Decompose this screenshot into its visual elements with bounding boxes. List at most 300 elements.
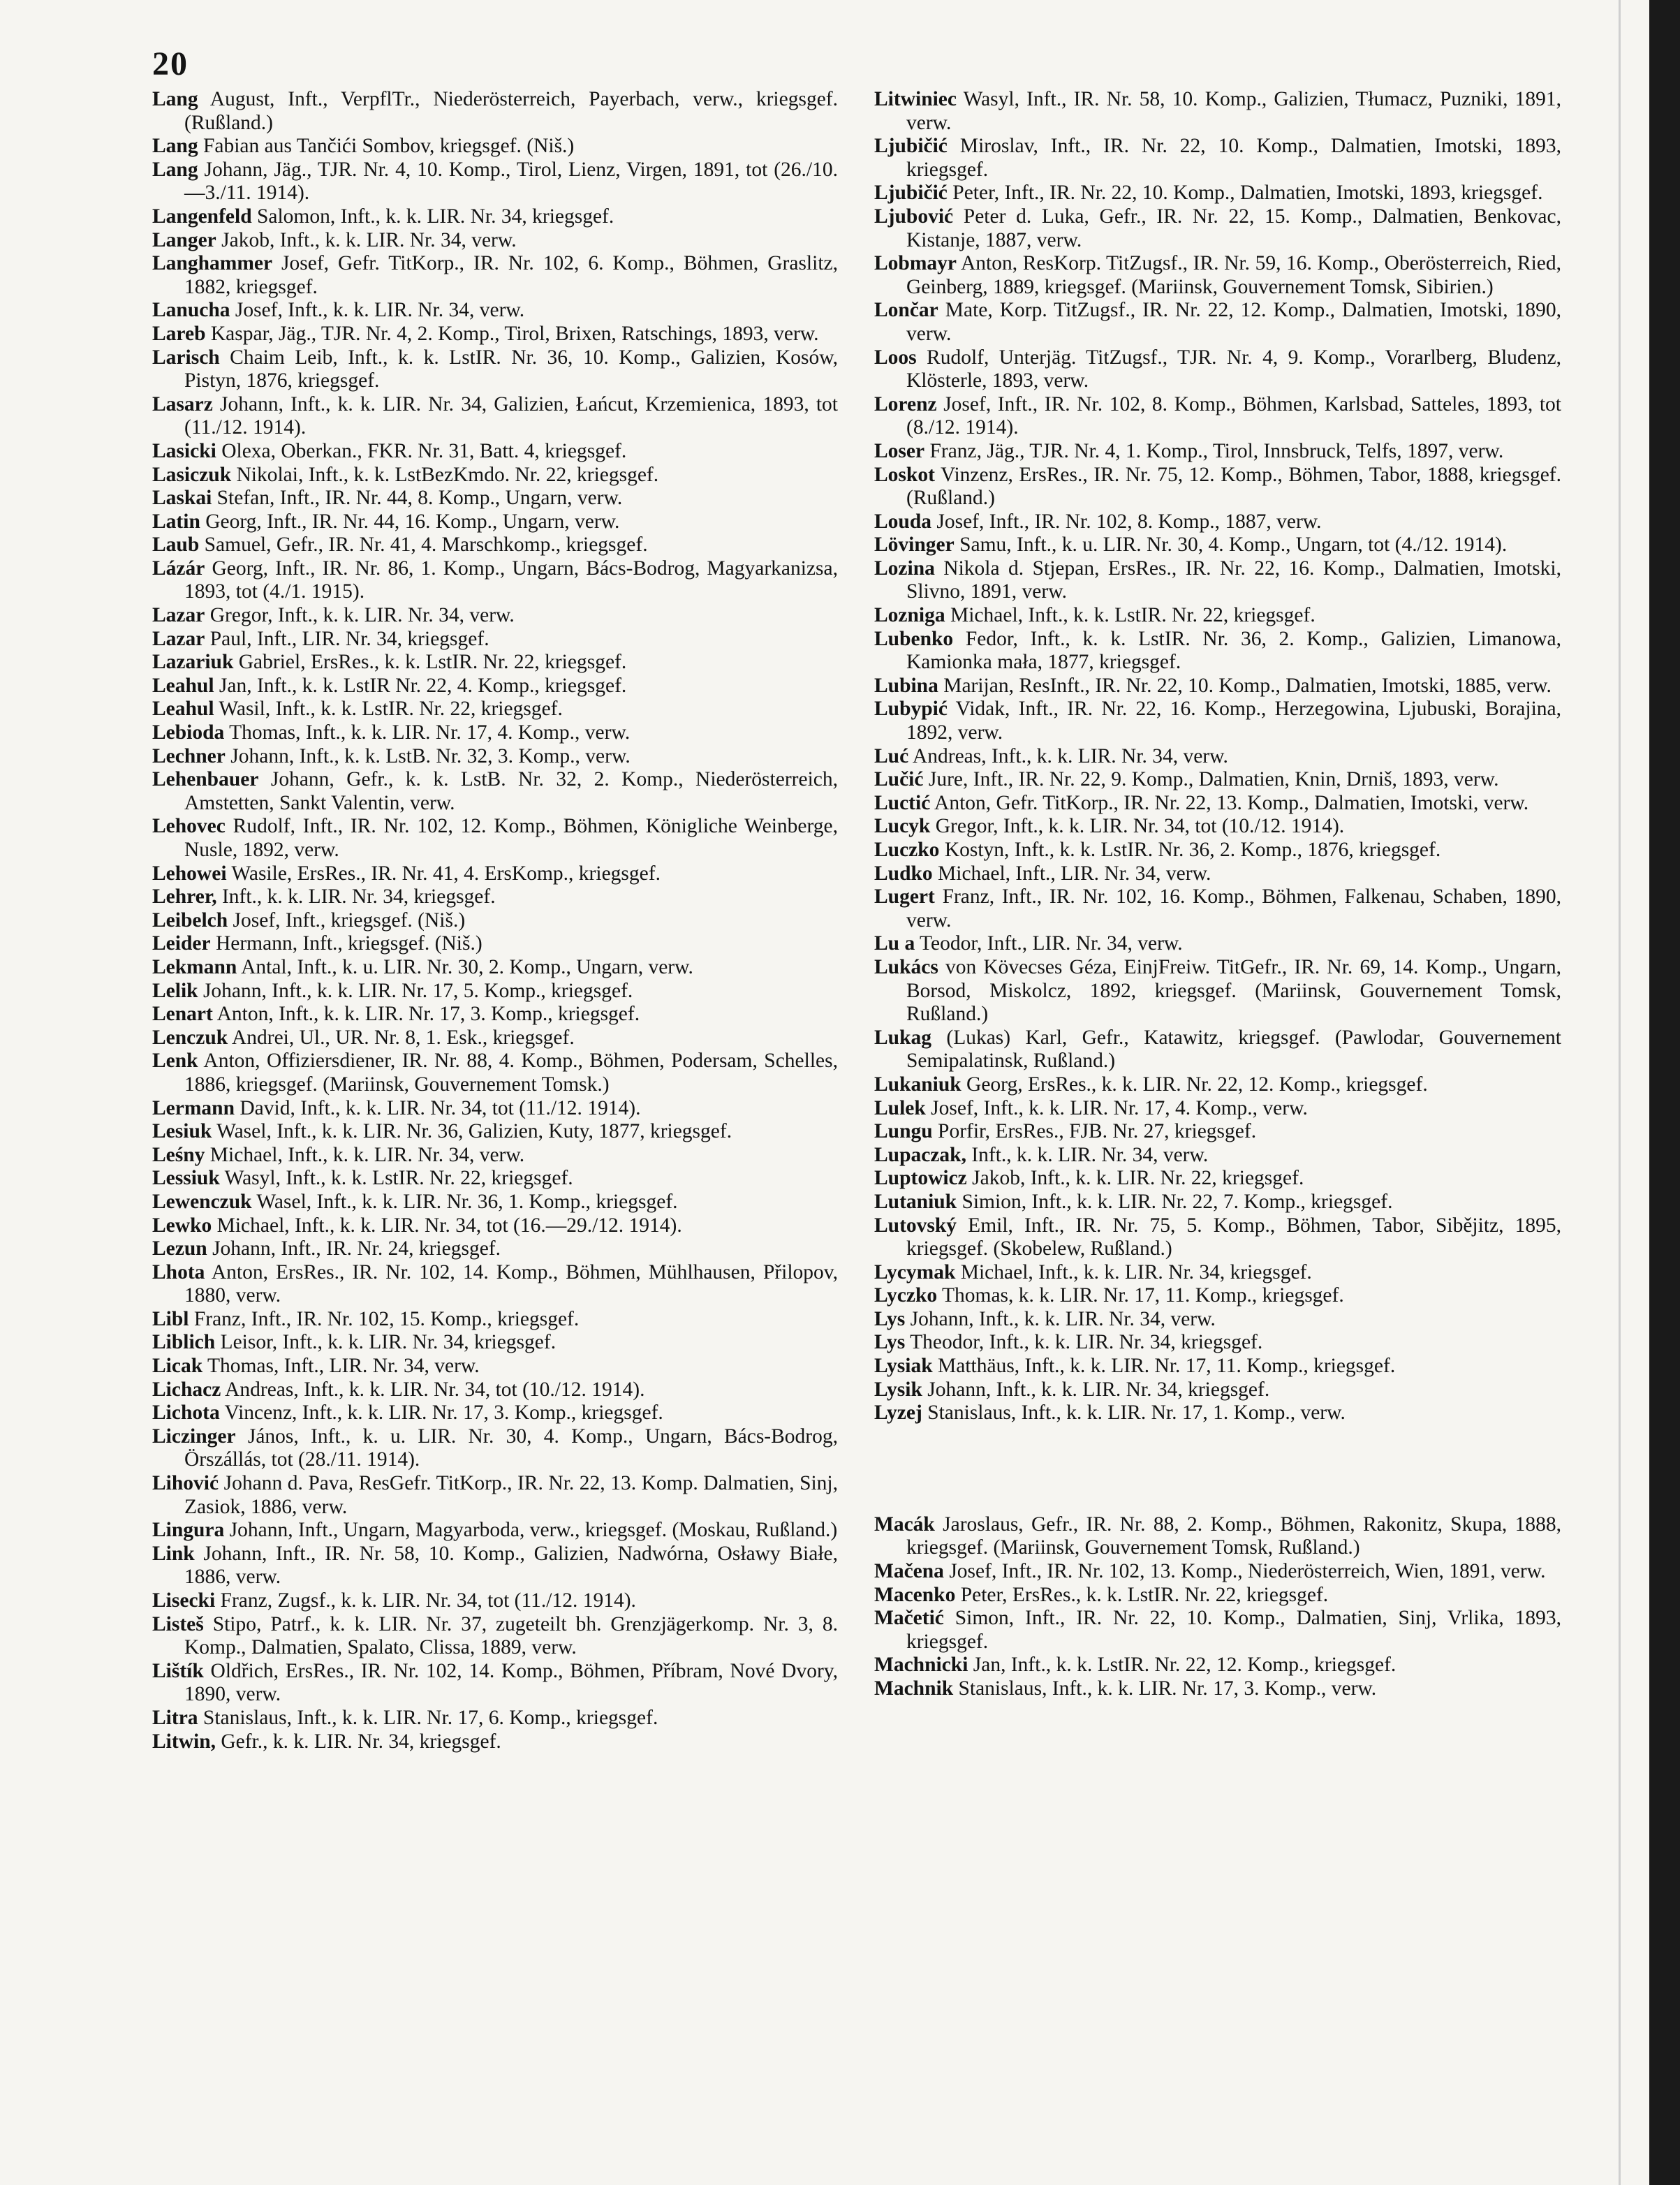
entry-surname: Luczko	[874, 839, 940, 861]
entry-details: Michael, Inft., k. k. LIR. Nr. 34, tot (16.—29./12. 1914).	[212, 1214, 682, 1237]
entry-details: Jakob, Inft., k. k. LIR. Nr. 22, kriegsgef.	[966, 1167, 1304, 1190]
entry-details: Thomas, Inft., k. k. LIR. Nr. 17, 4. Komp., verw.	[224, 721, 631, 744]
entry-details: Theodor, Inft., k. k. LIR. Nr. 34, kriegsgef.	[905, 1331, 1263, 1354]
entry-surname: Langer	[152, 228, 216, 251]
entry-surname: Lermann	[152, 1096, 235, 1119]
entry-surname: Lištík	[152, 1659, 204, 1682]
entry-details: Olexa, Oberkan., FKR. Nr. 31, Batt. 4, kriegsgef.	[216, 439, 627, 462]
register-entry	[874, 862, 1561, 886]
entry-details: Thomas, k. k. LIR. Nr. 17, 11. Komp., kriegsgef.	[937, 1284, 1344, 1307]
entry-surname: Litra	[152, 1706, 198, 1729]
entry-details: Jaroslaus, Gefr., IR. Nr. 88, 2. Komp., Böhmen, Rakonitz, Skupa, 1888, kriegsgef. (Mariinsk, Gouvernement Tomsk, Rußland.)	[906, 1513, 1561, 1559]
register-entry	[152, 698, 838, 721]
register-entry	[874, 1355, 1561, 1378]
register-entry	[152, 604, 838, 628]
entry-details: Johann d. Pava, ResGefr. TitKorp., IR. Nr. 22, 13. Komp. Dalmatien, Sinj, Zasiok, 1886, verw.	[184, 1472, 838, 1518]
register-entry	[152, 909, 838, 933]
entry-surname: Lhota	[152, 1260, 205, 1283]
entry-surname: Lazar	[152, 604, 205, 627]
right-column-m-entries	[874, 1513, 1561, 1701]
register-entry	[152, 88, 838, 135]
entry-details: Johann, Inft., IR. Nr. 58, 10. Komp., Galizien, Nadwórna, Osławy Białe, 1886, verw.	[184, 1542, 838, 1589]
entry-surname: Lihović	[152, 1472, 219, 1495]
register-entry	[874, 932, 1561, 956]
register-entry	[874, 628, 1561, 675]
entry-details: Peter d. Luka, Gefr., IR. Nr. 22, 15. Komp., Dalmatien, Benkovac, Kistanje, 1887, verw.	[906, 205, 1561, 251]
register-entry	[152, 768, 838, 815]
register-entry	[152, 1730, 838, 1754]
entry-surname: Leahul	[152, 674, 214, 697]
entry-surname: Lasicki	[152, 439, 216, 462]
entry-details: Andreas, Inft., k. k. LIR. Nr. 34, verw.	[908, 744, 1228, 767]
entry-details: Wasel, Inft., k. k. LIR. Nr. 36, Galizien, Kuty, 1877, kriegsgef.	[212, 1120, 732, 1143]
register-entry	[874, 299, 1561, 346]
register-entry	[874, 698, 1561, 744]
entry-details: Vidak, Inft., IR. Nr. 22, 16. Komp., Herzegowina, Ljubuski, Borajina, 1892, verw.	[906, 698, 1561, 744]
entry-details: Vinzenz, ErsRes., IR. Nr. 75, 12. Komp., Böhmen, Tabor, 1888, kriegsgef. (Rußland.)	[906, 463, 1561, 510]
entry-surname: Lys	[874, 1307, 906, 1330]
register-entry	[874, 1027, 1561, 1073]
entry-details: Wasel, Inft., k. k. LIR. Nr. 36, 1. Komp., kriegsgef.	[251, 1190, 678, 1213]
entry-details: Jan, Inft., k. k. LstIR. Nr. 22, 12. Komp., kriegsgef.	[968, 1654, 1397, 1677]
entry-surname: Machnicki	[874, 1654, 968, 1677]
register-entry	[874, 1144, 1561, 1168]
entry-details: Teodor, Inft., LIR. Nr. 34, verw.	[915, 932, 1183, 955]
entry-surname: Lesiuk	[152, 1120, 212, 1143]
entry-surname: Luć	[874, 744, 909, 767]
register-entry	[874, 88, 1561, 135]
entry-surname: Machnik	[874, 1677, 954, 1700]
register-entry	[874, 135, 1561, 182]
entry-details: Inft., k. k. LIR. Nr. 34, verw.	[966, 1143, 1209, 1166]
entry-surname: Lang	[152, 135, 198, 158]
entry-surname: Leider	[152, 932, 211, 955]
entry-details: Anton, ResKorp. TitZugsf., IR. Nr. 59, 16. Komp., Oberösterreich, Ried, Geinberg, 1889, kriegsgef. (Mariinsk, Gouvernement Tomsk, Sibirien.)	[906, 252, 1561, 298]
register-entry	[874, 464, 1561, 510]
entry-details: Michael, Inft., k. k. LstIR. Nr. 22, kriegsgef.	[945, 604, 1316, 627]
register-entry	[152, 1191, 838, 1214]
entry-surname: Lungu	[874, 1120, 933, 1143]
entry-surname: Lyczko	[874, 1284, 938, 1307]
register-entry	[152, 1378, 838, 1402]
entry-surname: Lázár	[152, 557, 205, 580]
entry-surname: Lobmayr	[874, 252, 957, 275]
right-column-l-entries	[874, 88, 1561, 1425]
register-entry	[874, 1191, 1561, 1214]
entry-details: Anton, Offiziersdiener, IR. Nr. 88, 4. Komp., Böhmen, Podersam, Schelles, 1886, kriegsgef. (Mariinsk, Gouvernement Tomsk.)	[184, 1050, 838, 1096]
entry-details: Nikolai, Inft., k. k. LstBezKmdo. Nr. 22, kriegsgef.	[231, 463, 659, 486]
register-entry	[874, 440, 1561, 464]
entry-surname: Mačetić	[874, 1607, 944, 1630]
entry-details: Josef, Inft., IR. Nr. 102, 13. Komp., Niederösterreich, Wien, 1891, verw.	[943, 1560, 1546, 1583]
entry-surname: Lucyk	[874, 815, 931, 838]
entry-details: Johann, Jäg., TJR. Nr. 4, 10. Komp., Tirol, Lienz, Virgen, 1891, tot (26./10.—3./11. 1914).	[184, 158, 838, 205]
entry-details: Samu, Inft., k. u. LIR. Nr. 30, 4. Komp., Ungarn, tot (4./12. 1914).	[954, 534, 1508, 557]
entry-details: David, Inft., k. k. LIR. Nr. 34, tot (11./12. 1914).	[235, 1096, 641, 1119]
register-entry	[152, 1660, 838, 1707]
register-entry	[874, 252, 1561, 299]
register-entry	[152, 1120, 838, 1144]
register-entry	[874, 346, 1561, 393]
register-entry	[152, 745, 838, 769]
entry-details: Stanislaus, Inft., k. k. LIR. Nr. 17, 6. Komp., kriegsgef.	[198, 1706, 658, 1729]
register-entry	[152, 721, 838, 745]
entry-details: Rudolf, Inft., IR. Nr. 102, 12. Komp., Böhmen, Königliche Weinberge, Nusle, 1892, verw.	[184, 815, 838, 861]
entry-surname: Lozina	[874, 557, 935, 580]
entry-details: Johann, Inft., k. k. LIR. Nr. 17, 5. Komp., kriegsgef.	[198, 979, 633, 1002]
entry-surname: Lisecki	[152, 1589, 216, 1612]
entry-surname: Leibelch	[152, 908, 228, 932]
entry-surname: Libl	[152, 1307, 189, 1330]
entry-details: von Kövecses Géza, EinjFreiw. TitGefr., IR. Nr. 69, 14. Komp., Ungarn, Borsod, Miskolcz, 1892, kriegsgef. (Mariinsk, Gouvernement Tomsk, Rußland.)	[906, 955, 1561, 1026]
entry-surname: Lessiuk	[152, 1167, 220, 1190]
register-entry	[152, 1543, 838, 1589]
register-entry	[152, 464, 838, 487]
entry-surname: Larisch	[152, 346, 220, 369]
entry-surname: Lebioda	[152, 721, 225, 744]
register-entry	[152, 1402, 838, 1425]
entry-surname: Lozniga	[874, 604, 945, 627]
entry-surname: Lelik	[152, 979, 198, 1002]
entry-details: Salomon, Inft., k. k. LIR. Nr. 34, kriegsgef.	[251, 205, 614, 228]
entry-details: Franz, Zugsf., k. k. LIR. Nr. 34, tot (11./12. 1914).	[215, 1589, 636, 1612]
register-entry	[152, 1027, 838, 1050]
entry-details: Jan, Inft., k. k. LstIR Nr. 22, 4. Komp., kriegsgef.	[214, 674, 627, 697]
entry-details: Johann, Gefr., k. k. LstB. Nr. 32, 2. Komp., Niederösterreich, Amstetten, Sankt Valentin, verw.	[184, 768, 838, 814]
entry-details: Johann, Inft., k. k. LIR. Nr. 34, kriegsgef.	[922, 1378, 1270, 1401]
entry-details: Johann, Inft., k. k. LIR. Nr. 34, Galizien, Łańcut, Krzemienica, 1893, tot (11./12. 1914).	[184, 392, 838, 439]
entry-surname: Lorenz	[874, 392, 937, 415]
register-entry	[874, 885, 1561, 932]
left-column	[152, 88, 838, 1753]
entry-details: Anton, Gefr. TitKorp., IR. Nr. 22, 13. Komp., Dalmatien, Imotski, verw.	[930, 791, 1529, 814]
register-entry	[874, 510, 1561, 534]
entry-surname: Latin	[152, 510, 200, 533]
entry-surname: Lutaniuk	[874, 1190, 957, 1213]
register-entry	[152, 487, 838, 510]
entry-surname: Lanucha	[152, 299, 230, 322]
entry-surname: Lenczuk	[152, 1026, 228, 1049]
entry-details: Jure, Inft., IR. Nr. 22, 9. Komp., Dalmatien, Knin, Drniš, 1893, verw.	[923, 768, 1499, 791]
entry-details: Hermann, Inft., kriegsgef. (Niš.)	[210, 932, 482, 955]
register-entry	[874, 1097, 1561, 1121]
entry-surname: Loser	[874, 439, 925, 462]
entry-details: Stanislaus, Inft., k. k. LIR. Nr. 17, 3. Komp., verw.	[953, 1677, 1377, 1700]
register-entry	[152, 675, 838, 698]
entry-details: Franz, Inft., IR. Nr. 102, 16. Komp., Böhmen, Falkenau, Schaben, 1890, verw.	[906, 885, 1561, 932]
register-entry	[152, 252, 838, 299]
entry-details: Kostyn, Inft., k. k. LstIR. Nr. 36, 2. Komp., 1876, kriegsgef.	[939, 839, 1441, 861]
entry-surname: Laskai	[152, 487, 212, 510]
entry-details: Georg, ErsRes., k. k. LIR. Nr. 22, 12. Komp., kriegsgef.	[961, 1073, 1428, 1096]
entry-details: Fedor, Inft., k. k. LstIR. Nr. 36, 2. Komp., Galizien, Limanowa, Kamionka mała, 1877, kriegsgef.	[906, 627, 1561, 674]
entry-surname: Lugert	[874, 885, 935, 908]
entry-surname: Louda	[874, 510, 931, 533]
register-entry	[874, 604, 1561, 628]
register-entry	[874, 1073, 1561, 1097]
register-entry	[874, 182, 1561, 205]
page-number: 20	[152, 45, 189, 82]
page-edge-line	[1619, 0, 1621, 2185]
entry-details: Mate, Korp. TitZugsf., IR. Nr. 22, 12. Komp., Dalmatien, Imotski, 1890, verw.	[906, 299, 1561, 345]
entry-details: Wasile, ErsRes., IR. Nr. 41, 4. ErsKomp., kriegsgef.	[226, 862, 661, 885]
entry-details: Marijan, ResInft., IR. Nr. 22, 10. Komp., Dalmatien, Imotski, 1885, verw.	[938, 674, 1552, 697]
entry-surname: Lekmann	[152, 955, 237, 978]
entry-details: Josef, Inft., IR. Nr. 102, 8. Komp., Böhmen, Karlsbad, Satteles, 1893, tot (8./12. 1914).	[906, 392, 1561, 439]
entry-surname: Lenart	[152, 1003, 213, 1026]
register-entry	[152, 135, 838, 159]
register-entry	[152, 1050, 838, 1096]
register-entry	[152, 862, 838, 886]
entry-surname: Ljubičić	[874, 182, 948, 205]
register-entry	[874, 956, 1561, 1027]
register-entry	[152, 1261, 838, 1308]
entry-details: Gabriel, ErsRes., k. k. LstIR. Nr. 22, kriegsgef.	[233, 651, 627, 674]
entry-details: János, Inft., k. u. LIR. Nr. 30, 4. Komp., Ungarn, Bács-Bodrog, Örszállás, tot (28./11. 1914).	[184, 1425, 838, 1471]
register-entry	[152, 159, 838, 205]
entry-surname: Lehrer,	[152, 885, 217, 908]
register-entry	[874, 1167, 1561, 1191]
entry-details: Inft., k. k. LIR. Nr. 34, kriegsgef.	[216, 885, 496, 908]
register-entry	[874, 1261, 1561, 1285]
entry-details: Nikola d. Stjepan, ErsRes., IR. Nr. 22, 16. Komp., Dalmatien, Imotski, Slivno, 1891, verw.	[906, 557, 1561, 603]
entry-details: Michael, Inft., k. k. LIR. Nr. 34, kriegsgef.	[955, 1260, 1312, 1283]
entry-surname: Lazariuk	[152, 651, 234, 674]
entry-details: Stanislaus, Inft., k. k. LIR. Nr. 17, 1. Komp., verw.	[922, 1402, 1346, 1425]
entry-details: Samuel, Gefr., IR. Nr. 41, 4. Marschkomp., kriegsgef.	[199, 534, 648, 557]
entry-details: Josef, Inft., k. k. LIR. Nr. 34, verw.	[230, 299, 525, 322]
entry-surname: Lubina	[874, 674, 938, 697]
entry-details: Simion, Inft., k. k. LIR. Nr. 22, 7. Komp., kriegsgef.	[957, 1190, 1393, 1213]
register-entry	[152, 1519, 838, 1543]
entry-surname: Lehowei	[152, 862, 227, 885]
register-entry	[152, 1331, 838, 1355]
entry-surname: Lewko	[152, 1214, 212, 1237]
register-entry	[874, 1560, 1561, 1584]
register-entry	[874, 1654, 1561, 1677]
entry-surname: Lazar	[152, 627, 205, 650]
entry-details: Simon, Inft., IR. Nr. 22, 10. Komp., Dalmatien, Sinj, Vrlika, 1893, kriegsgef.	[906, 1607, 1561, 1653]
register-entry	[152, 1472, 838, 1519]
entry-details: Gregor, Inft., k. k. LIR. Nr. 34, verw.	[205, 604, 515, 627]
entry-details: Anton, Inft., k. k. LIR. Nr. 17, 3. Komp., kriegsgef.	[212, 1003, 640, 1026]
register-entry	[152, 885, 838, 909]
entry-surname: Lys	[874, 1331, 906, 1354]
register-entry	[152, 1308, 838, 1332]
entry-details: Anton, ErsRes., IR. Nr. 102, 14. Komp., Böhmen, Mühlhausen, Přilopov, 1880, verw.	[184, 1260, 838, 1307]
register-entry	[152, 1613, 838, 1660]
entry-details: Johann, Inft., Ungarn, Magyarboda, verw., kriegsgef. (Moskau, Rußland.)	[224, 1519, 838, 1542]
entry-details: Josef, Inft., kriegsgef. (Niš.)	[228, 908, 466, 932]
entry-details: Paul, Inft., LIR. Nr. 34, kriegsgef.	[205, 627, 489, 650]
entry-details: Georg, Inft., IR. Nr. 86, 1. Komp., Ungarn, Bács-Bodrog, Magyarkanizsa, 1893, tot (4./1. 1915).	[184, 557, 838, 603]
entry-surname: Lasarz	[152, 392, 213, 415]
register-entry	[874, 768, 1561, 792]
register-entry	[874, 815, 1561, 839]
register-entry	[874, 675, 1561, 698]
register-entry	[152, 1144, 838, 1168]
entry-details: (Lukas) Karl, Gefr., Katawitz, kriegsgef. (Pawlodar, Gouvernement Semipalatinsk, Rußland.)	[906, 1026, 1561, 1073]
entry-surname: Lycymak	[874, 1260, 956, 1283]
entry-surname: Langhammer	[152, 252, 273, 275]
entry-surname: Link	[152, 1542, 195, 1565]
entry-surname: Lareb	[152, 322, 206, 345]
entry-surname: Lezun	[152, 1237, 207, 1260]
entry-details: Wasyl, Inft., k. k. LstIR. Nr. 22, kriegsgef.	[219, 1167, 573, 1190]
entry-details: Vincenz, Inft., k. k. LIR. Nr. 17, 3. Komp., kriegsgef.	[219, 1402, 663, 1425]
page-edge-shadow	[1649, 0, 1680, 2185]
entry-surname: Macák	[874, 1513, 935, 1536]
entry-surname: Listeš	[152, 1612, 204, 1635]
entry-surname: Lehenbauer	[152, 768, 259, 791]
register-entry	[152, 956, 838, 980]
entry-surname: Lövinger	[874, 534, 955, 557]
register-entry	[152, 1003, 838, 1027]
register-entry	[874, 557, 1561, 604]
entry-details: Michael, Inft., LIR. Nr. 34, verw.	[932, 862, 1211, 885]
entry-surname: Mačena	[874, 1560, 944, 1583]
register-entry	[152, 393, 838, 440]
register-entry	[152, 323, 838, 346]
register-entry	[874, 1677, 1561, 1701]
register-entry	[152, 980, 838, 1003]
register-entry	[874, 1308, 1561, 1332]
entry-details: Fabian aus Tančići Sombov, kriegsgef. (Niš.)	[198, 135, 575, 158]
entry-details: Johann, Inft., k. k. LstB. Nr. 32, 3. Komp., verw.	[225, 744, 631, 767]
entry-surname: Lechner	[152, 744, 226, 767]
register-entry	[152, 1214, 838, 1238]
entry-details: Peter, Inft., IR. Nr. 22, 10. Komp., Dalmatien, Imotski, 1893, kriegsgef.	[947, 182, 1543, 205]
entry-details: Josef, Inft., k. k. LIR. Nr. 17, 4. Komp., verw.	[925, 1096, 1308, 1119]
register-entry	[874, 1607, 1561, 1654]
register-entry	[152, 1425, 838, 1472]
entry-surname: Lingura	[152, 1519, 225, 1542]
register-entry	[152, 205, 838, 229]
entry-details: Oldřich, ErsRes., IR. Nr. 102, 14. Komp., Böhmen, Příbram, Nové Dvory, 1890, verw.	[184, 1659, 838, 1706]
entry-surname: Leśny	[152, 1143, 205, 1166]
entry-surname: Leahul	[152, 698, 214, 721]
entry-surname: Lasiczuk	[152, 463, 232, 486]
entry-surname: Lang	[152, 158, 198, 181]
register-entry	[152, 1707, 838, 1730]
entry-surname: Lučić	[874, 768, 924, 791]
entry-surname: Lubурić	[874, 698, 948, 721]
entry-surname: Lysik	[874, 1378, 922, 1401]
entry-surname: Lulek	[874, 1096, 926, 1119]
register-entry	[152, 440, 838, 464]
register-entry	[152, 628, 838, 652]
entry-details: Rudolf, Unterjäg. TitZugsf., TJR. Nr. 4, 9. Komp., Vorarlberg, Bludenz, Klösterle, 1893, verw.	[906, 346, 1561, 392]
register-entry	[152, 299, 838, 323]
entry-surname: Lang	[152, 88, 198, 110]
entry-surname: Lewenczuk	[152, 1190, 252, 1213]
register-entry	[874, 792, 1561, 816]
entry-surname: Liblich	[152, 1331, 216, 1354]
entry-surname: Lukács	[874, 955, 938, 978]
entry-surname: Ljubičić	[874, 135, 948, 158]
entry-surname: Ludko	[874, 862, 933, 885]
entry-details: Josef, Inft., IR. Nr. 102, 8. Komp., 1887, verw.	[931, 510, 1322, 533]
register-entry	[152, 651, 838, 675]
register-entry	[152, 557, 838, 604]
entry-details: Georg, Inft., IR. Nr. 44, 16. Komp., Ungarn, verw.	[200, 510, 620, 533]
entry-surname: Lupaczak,	[874, 1143, 966, 1166]
register-entry	[874, 205, 1561, 252]
entry-surname: Langenfeld	[152, 205, 252, 228]
entry-details: Jakob, Inft., k. k. LIR. Nr. 34, verw.	[216, 228, 517, 251]
entry-details: Chaim Leib, Inft., k. k. LstIR. Nr. 36, 10. Komp., Galizien, Kosów, Pistyn, 1876, kriegsgef.	[184, 346, 838, 392]
register-entry	[152, 1167, 838, 1191]
register-entry	[152, 229, 838, 253]
register-entry	[874, 1214, 1561, 1261]
entry-details: Johann, Inft., IR. Nr. 24, kriegsgef.	[207, 1237, 501, 1260]
entry-details: Wasyl, Inft., IR. Nr. 58, 10. Komp., Galizien, Tłumacz, Puzniki, 1891, verw.	[906, 88, 1561, 134]
entry-details: Matthäus, Inft., k. k. LIR. Nr. 17, 11. Komp., kriegsgef.	[932, 1355, 1396, 1378]
entry-details: Miroslav, Inft., IR. Nr. 22, 10. Komp., Dalmatien, Imotski, 1893, kriegsgef.	[906, 135, 1561, 181]
entry-surname: Lichota	[152, 1402, 220, 1425]
entry-surname: Laub	[152, 534, 200, 557]
entry-details: Franz, Inft., IR. Nr. 102, 15. Komp., kriegsgef.	[189, 1307, 580, 1330]
entry-details: Andrei, Ul., UR. Nr. 8, 1. Esk., kriegsgef.	[228, 1026, 575, 1049]
entry-surname: Ljubović	[874, 205, 954, 228]
register-entry	[874, 839, 1561, 862]
register-entry	[874, 1402, 1561, 1425]
register-entry	[152, 1589, 838, 1613]
register-entry	[874, 745, 1561, 769]
entry-surname: Lu a	[874, 932, 915, 955]
register-entry	[152, 1237, 838, 1261]
entry-details: Gregor, Inft., k. k. LIR. Nr. 34, tot (10./12. 1914).	[930, 815, 1345, 838]
entry-details: Emil, Inft., IR. Nr. 75, 5. Komp., Böhmen, Tabor, Sibějitz, 1895, kriegsgef. (Skobelew, Rußland.)	[906, 1214, 1561, 1260]
entry-details: Stipo, Patrf., k. k. LIR. Nr. 37, zugeteilt bh. Grenzjägerkomp. Nr. 3, 8. Komp., Dalmatien, Spalato, Clissa, 1889, verw.	[184, 1612, 838, 1659]
entry-details: Kaspar, Jäg., TJR. Nr. 4, 2. Komp., Tirol, Brixen, Ratschings, 1893, verw.	[205, 322, 819, 345]
right-column	[874, 88, 1561, 1701]
entry-details: Peter, ErsRes., k. k. LstIR. Nr. 22, kriegsgef.	[955, 1583, 1329, 1606]
entry-surname: Litwiniec	[874, 88, 957, 110]
entry-details: Leisor, Inft., k. k. LIR. Nr. 34, kriegsgef.	[215, 1331, 557, 1354]
entry-details: Thomas, Inft., LIR. Nr. 34, verw.	[202, 1355, 480, 1378]
register-entry	[152, 932, 838, 956]
entry-details: Franz, Jäg., TJR. Nr. 4, 1. Komp., Tirol, Innsbruck, Telfs, 1897, verw.	[924, 439, 1504, 462]
register-entry	[874, 393, 1561, 440]
register-entry	[874, 1331, 1561, 1355]
register-entry	[152, 1355, 838, 1378]
register-entry	[874, 1378, 1561, 1402]
entry-surname: Loskot	[874, 463, 935, 486]
entry-details: Stefan, Inft., IR. Nr. 44, 8. Komp., Ungarn, verw.	[212, 487, 623, 510]
entry-details: Michael, Inft., k. k. LIR. Nr. 34, verw.	[205, 1143, 525, 1166]
entry-surname: Lenk	[152, 1050, 198, 1073]
entry-surname: Lysiak	[874, 1355, 933, 1378]
entry-details: Wasil, Inft., k. k. LstIR. Nr. 22, kriegsgef.	[214, 698, 563, 721]
entry-details: Andreas, Inft., k. k. LIR. Nr. 34, tot (10./12. 1914).	[221, 1378, 645, 1401]
entry-surname: Lutovský	[874, 1214, 957, 1237]
entry-surname: Luptowicz	[874, 1167, 967, 1190]
entry-surname: Loos	[874, 346, 917, 369]
entry-surname: Lukaniuk	[874, 1073, 961, 1096]
entry-surname: Liczinger	[152, 1425, 236, 1448]
register-entry	[874, 534, 1561, 557]
register-entry	[152, 510, 838, 534]
entry-details: Gefr., k. k. LIR. Nr. 34, kriegsgef.	[215, 1730, 501, 1753]
register-entry	[152, 1097, 838, 1121]
entry-details: Johann, Inft., k. k. LIR. Nr. 34, verw.	[905, 1307, 1216, 1330]
entry-details: Antal, Inft., k. u. LIR. Nr. 30, 2. Komp., Ungarn, verw.	[237, 955, 693, 978]
register-entry	[874, 1284, 1561, 1308]
register-entry	[152, 346, 838, 393]
entry-surname: Lukag	[874, 1026, 931, 1049]
entry-details: Josef, Gefr. TitKorp., IR. Nr. 102, 6. Komp., Böhmen, Graslitz, 1882, kriegsgef.	[184, 252, 838, 298]
